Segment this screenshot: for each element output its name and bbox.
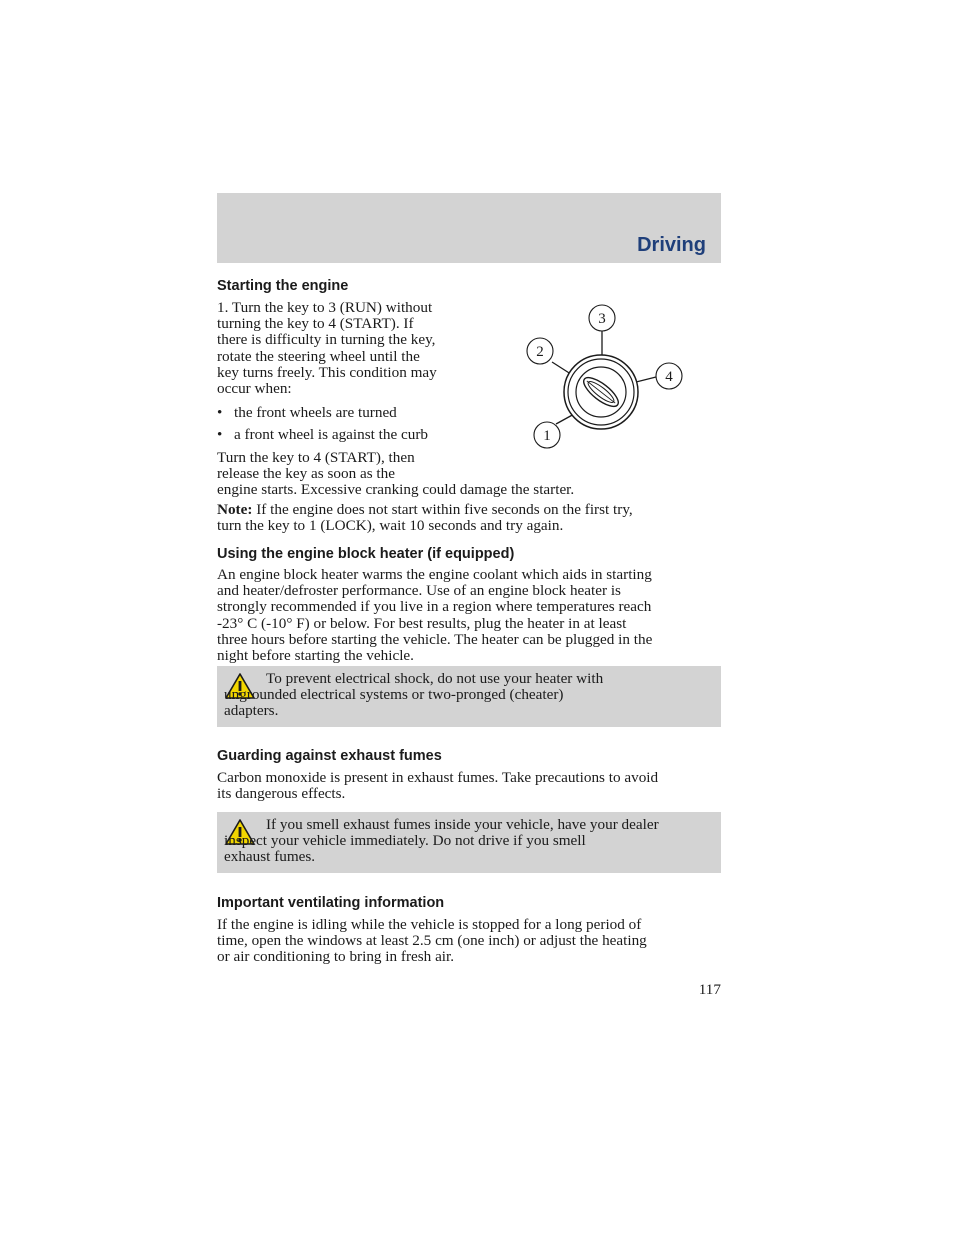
exhaust-paragraph (217, 770, 658, 802)
starting-paragraph-1 (217, 300, 437, 397)
text-line: time, open the windows at least 2.5 cm (one inch) or adjust the heating (217, 932, 647, 950)
bullet-dot: • (217, 404, 223, 421)
text-line: occur when: (217, 380, 292, 398)
warning-text (224, 671, 714, 720)
text-line: turn the key to 1 (LOCK), wait 10 seconds and try again. (217, 517, 564, 535)
text-line: key turns freely. This condition may (217, 363, 437, 381)
text-line: engine starts. Excessive cranking could damage the starter. (217, 481, 575, 499)
position-2-label: 2 (536, 344, 544, 360)
text-line: Carbon monoxide is present in exhaust fumes. Take precautions to avoid (217, 769, 659, 786)
bullet-item (217, 405, 397, 421)
heading-starting-engine: Starting the engine (217, 278, 349, 294)
text-line: If the engine is idling while the vehicle is stopped for a long period of (217, 916, 642, 933)
warning-box-exhaust (217, 812, 721, 873)
text-line: night before starting the vehicle. (217, 647, 414, 665)
ventilating-paragraph (217, 917, 647, 966)
text-line: strongly recommended if you live in a region where temperatures reach (217, 598, 652, 616)
note-text: If the engine does not start within five seconds on the first try, (252, 501, 633, 518)
warning-box-electrical-shock (217, 666, 721, 727)
position-1-label: 1 (543, 428, 551, 444)
chapter-header-band (217, 193, 721, 263)
text-line: adapters. (224, 702, 279, 720)
text-line: turning the key to 4 (START). If (217, 315, 414, 333)
bullet-dot: • (217, 426, 223, 443)
text-line (217, 502, 633, 518)
page-number: 117 (698, 981, 721, 998)
heading-exhaust-fumes: Guarding against exhaust fumes (217, 748, 442, 764)
text-line: ungrounded electrical systems or two-pronged (cheater) (224, 686, 564, 704)
text-line: its dangerous effects. (217, 785, 346, 803)
text-line: inspect your vehicle immediately. Do not drive if you smell (224, 832, 586, 850)
text-line: An engine block heater warms the engine coolant which aids in starting (217, 566, 652, 583)
text-line: and heater/defroster performance. Use of an engine block heater is (217, 582, 621, 600)
note-paragraph (217, 502, 633, 534)
warning-text (224, 817, 714, 866)
text-line: rotate the steering wheel until the (217, 347, 420, 365)
text-line: If you smell exhaust fumes inside your vehicle, have your dealer (266, 816, 659, 833)
text-line: To prevent electrical shock, do not use your heater with (266, 670, 604, 687)
chapter-title: Driving (637, 234, 706, 256)
position-3-label: 3 (598, 311, 606, 327)
text-line: three hours before starting the vehicle. The heater can be plugged in the (217, 630, 653, 648)
text-line: 1. Turn the key to 3 (RUN) without (217, 299, 433, 316)
note-label: Note: (217, 501, 253, 518)
text-line: Turn the key to 4 (START), then (217, 449, 415, 466)
bullet-item (217, 427, 428, 443)
ignition-switch-figure (520, 300, 690, 460)
text-line: release the key as soon as the (217, 465, 395, 483)
text-line: -23° C (-10° F) or below. For best results, plug the heater in at least (217, 614, 627, 632)
heading-ventilating: Important ventilating information (217, 895, 445, 911)
bullet-text: the front wheels are turned (234, 404, 397, 421)
heading-block-heater: Using the engine block heater (if equipped) (217, 546, 515, 562)
text-line: or air conditioning to bring in fresh air. (217, 948, 455, 966)
text-line: there is difficulty in turning the key, (217, 331, 436, 349)
position-4-label: 4 (665, 369, 673, 385)
text-line: exhaust fumes. (224, 848, 316, 866)
block-heater-paragraph (217, 567, 652, 664)
bullet-text: a front wheel is against the curb (234, 426, 428, 443)
